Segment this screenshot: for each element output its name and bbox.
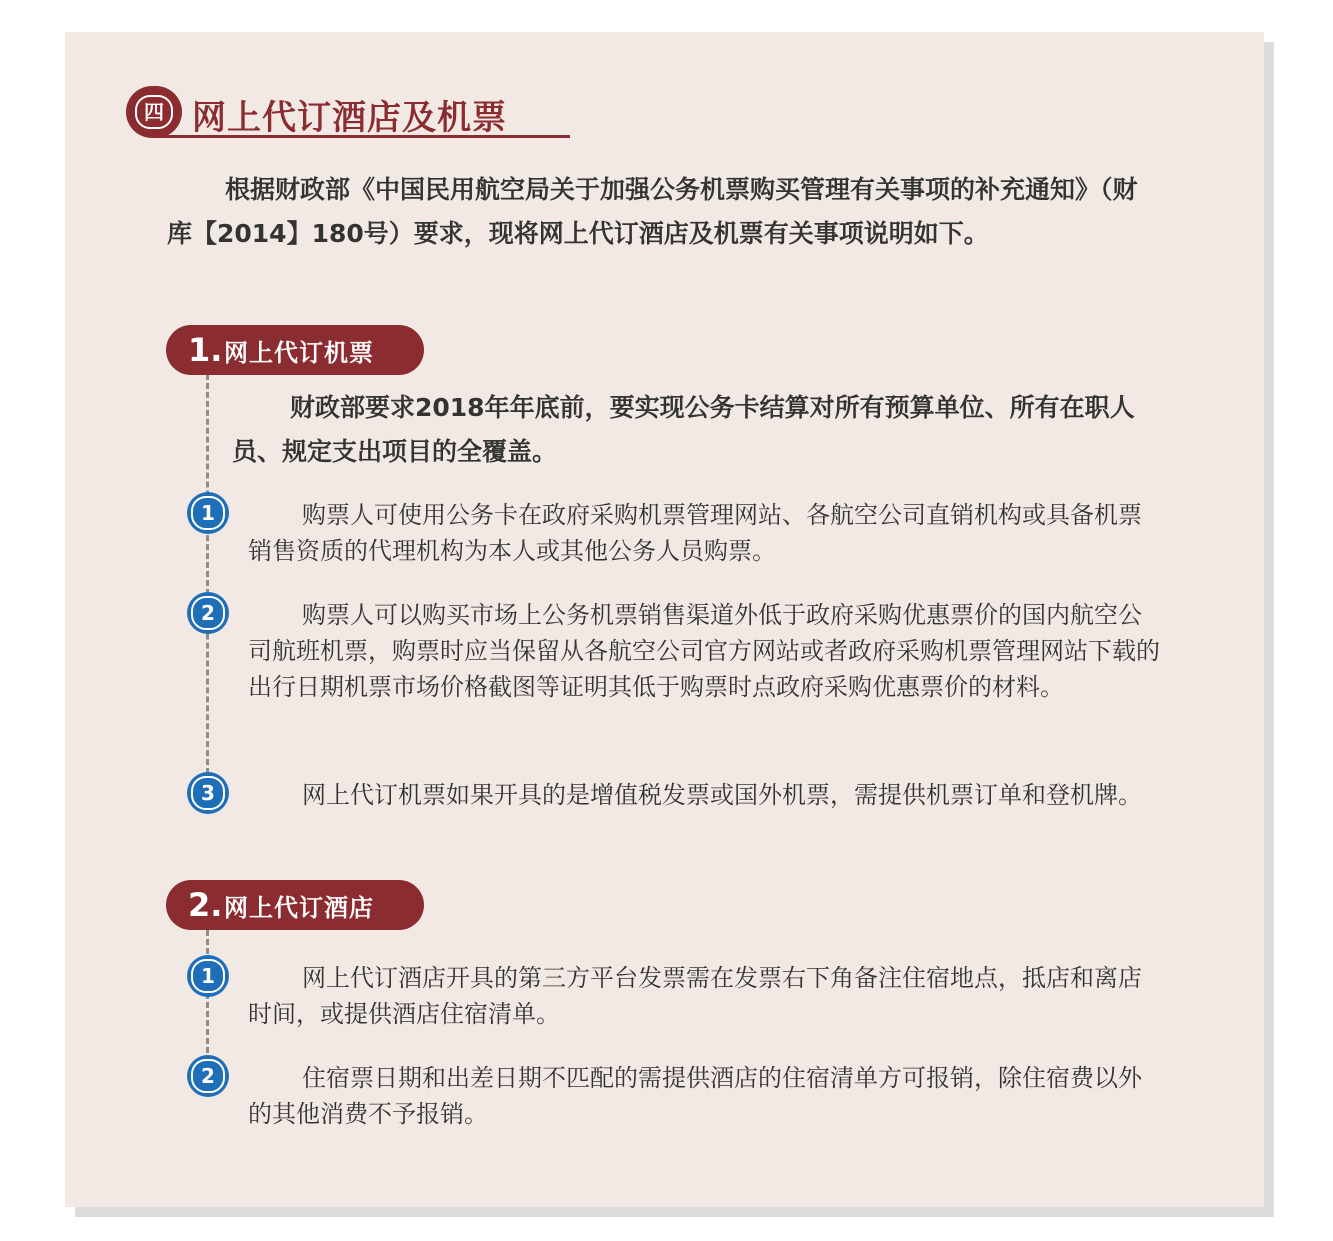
list-item: 住宿票日期和出差日期不匹配的需提供酒店的住宿清单方可报销，除住宿费以外的其他消费不予报销。 [248,1064,1142,1128]
section-heading [126,86,546,138]
item-marker-label: 2 [191,1059,225,1093]
item-marker-label: 1 [191,959,225,993]
heading-badge-label: 四 [135,95,173,129]
subsection-number: 1. [188,331,223,369]
subsection-lead-paragraph: 财政部要求2018年年底前，要实现公务卡结算对所有预算单位、所有在职人员、规定支出项目的全覆盖。 [232,393,1135,466]
subsection-pill-1 [166,325,424,375]
list-item: 网上代订机票如果开具的是增值税发票或国外机票，需提供机票订单和登机牌。 [302,781,1142,809]
item-marker-label: 1 [191,496,225,530]
page-title: 网上代订酒店及机票 [192,98,507,138]
subsection-label: 网上代订酒店 [224,893,374,922]
subsection-number: 2. [188,886,223,924]
item-marker-2 [187,1055,229,1097]
subsection-label: 网上代订机票 [224,338,374,367]
list-item: 购票人可以购买市场上公务机票销售渠道外低于政府采购优惠票价的国内航空公司航班机票，购票时应当保留从各航空公司官方网站或者政府采购机票管理网站下载的出行日期机票市场价格截图等证明其低于购票时点政府采购优惠票价的材料。 [248,601,1160,701]
heading-badge [126,86,182,138]
item-marker-2 [187,592,229,634]
list-item: 购票人可使用公务卡在政府采购机票管理网站、各航空公司直销机构或具备机票销售资质的代理机构为本人或其他公务人员购票。 [248,501,1142,565]
item-marker-label: 2 [191,596,225,630]
item-marker-label: 3 [191,776,225,810]
item-marker-1 [187,955,229,997]
item-marker-1 [187,492,229,534]
intro-paragraph: 根据财政部《中国民用航空局关于加强公务机票购买管理有关事项的补充通知》（财库【2014】180号）要求，现将网上代订酒店及机票有关事项说明如下。 [167,175,1138,248]
list-item: 网上代订酒店开具的第三方平台发票需在发票右下角备注住宿地点，抵店和离店时间，或提供酒店住宿清单。 [248,964,1142,1028]
subsection-pill-2 [166,880,424,930]
timeline-dashed-line-1 [206,374,209,774]
item-marker-3 [187,772,229,814]
